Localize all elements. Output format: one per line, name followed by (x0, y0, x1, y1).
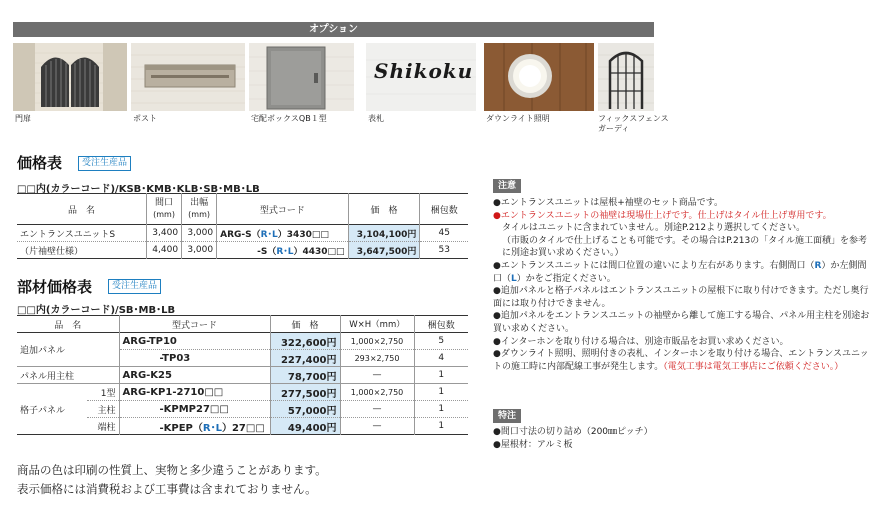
note-text: ）か左側間口（ (493, 260, 867, 284)
note-item (493, 210, 873, 235)
option-heading: オプション (13, 22, 654, 37)
row-price: 3,104,100円 (348, 225, 420, 242)
col-pack: 梱包数 (420, 194, 468, 225)
row-model: ARG-KP1-2710□□ (119, 384, 270, 401)
row-price: 49,400円 (270, 418, 340, 435)
row-model (217, 225, 348, 242)
row-name: パネル用主柱 (20, 371, 75, 382)
fence-label-line1: フィックスフェンス (598, 114, 669, 123)
table-row (17, 242, 468, 259)
note-item: ●エントランスユニットは屋根+袖壁のセット商品です。 (493, 198, 724, 208)
row-model: ARG-TP10 (119, 333, 270, 350)
table-row (17, 333, 468, 350)
row-size: 1,000×2,750 (340, 333, 414, 350)
row-name: 格子パネル (17, 384, 87, 435)
model-rl: R･L (276, 246, 294, 257)
col-name: 品 名 (54, 320, 82, 331)
row-pack: 53 (420, 242, 468, 259)
row-price: 322,600円 (270, 333, 340, 350)
feature-item: ●屋根材：アルミ板 (493, 439, 573, 450)
col-model: 型式コード (217, 194, 348, 225)
model-b: ）27□□ (221, 422, 265, 434)
col-width-l1: 出幅 (190, 198, 209, 208)
fence-image (598, 43, 654, 111)
col-frontage (147, 194, 182, 225)
model-rl: R･L (260, 229, 278, 240)
gate-label: 門扉 (15, 114, 31, 123)
fence-label-line2: ガーディ (598, 124, 630, 133)
model-rl: R･L (202, 422, 222, 434)
row-name: 追加パネル (17, 333, 119, 367)
parts-table-header (17, 316, 468, 333)
row-model (119, 418, 270, 435)
row-pack: 1 (414, 384, 468, 401)
gate-image (13, 43, 127, 111)
row-price: 3,647,500円 (348, 242, 420, 259)
nameplate-sign: Shikoku (374, 59, 474, 83)
footer-price-note: 表示価格には消費税および工事費は含まれておりません。 (17, 482, 317, 496)
row-model (217, 242, 348, 259)
note-r: R (814, 260, 822, 271)
model-a: -S（ (257, 246, 277, 257)
col-price: 価 格 (348, 194, 420, 225)
row-width: 3,000 (182, 225, 217, 242)
table-row (17, 225, 468, 242)
feature-item: ●間口寸法の切り詰め（200㎜ピッチ） (493, 427, 653, 437)
col-size: W×H（mm） (340, 316, 414, 333)
post-label: ポスト (133, 114, 157, 123)
note-text: ●エントランスユニットには間口位置の違いにより左右があります。右側間口（ (493, 260, 815, 271)
parts-table-title: 部材価格表 (17, 278, 93, 296)
note-item: ●追加パネルをエントランスユニットの袖壁から離して施工する場合、パネル用主柱を別途お買い求めください。 (493, 311, 870, 334)
nameplate-label: 表札 (368, 114, 384, 123)
row-sub: 端柱 (97, 422, 116, 433)
row-model: -KPMP27□□ (119, 401, 270, 418)
features-list (493, 426, 873, 451)
row-pack: 1 (414, 401, 468, 418)
col-frontage-l1: 間口 (155, 198, 174, 208)
row-pack: 1 (414, 367, 468, 384)
col-width-l2: (mm) (188, 210, 210, 219)
note-text: ）かをご指定ください。 (516, 273, 616, 284)
row-price: 57,000円 (270, 401, 340, 418)
row-size: — (340, 367, 414, 384)
note-item (493, 260, 873, 285)
note-text: タイルはユニットに含まれていません。別途P.212より選択してください。 (502, 223, 806, 234)
note-text: ●ダウンライト照明、照明付きの表札、インターホンを取り付ける場合、エントランスユニットの施工時に内部配線工事が発生します。 (493, 349, 869, 372)
row-frontage: 3,400 (147, 225, 182, 242)
price-table-header (17, 194, 468, 225)
note-item: ●インターホンを取り付ける場合は、別途市販品をお買い求めください。 (493, 336, 789, 347)
model-b: ）3430□□ (277, 229, 329, 240)
note-item: ●追加パネルと格子パネルはエントランスユニットの屋根下に取り付けできます。ただし奥行面には取り付けできません。 (493, 286, 869, 309)
col-pack: 梱包数 (414, 316, 468, 333)
col-name: 品 名 (68, 205, 96, 216)
model-a: -KPEP（ (159, 422, 203, 434)
price-table (17, 193, 468, 259)
row-frontage: 4,400 (147, 242, 182, 259)
note-l: L (511, 273, 517, 284)
row-price: 277,500円 (270, 384, 340, 401)
table-row (17, 367, 468, 384)
row-pack: 1 (414, 418, 468, 435)
features-heading: 特注 (493, 409, 521, 423)
notes-heading: 注意 (493, 179, 521, 193)
note-red-text: （電気工事は電気工事店にご依頼ください。） (663, 361, 844, 372)
delivery-box-label: 宅配ボックスQB１型 (251, 114, 327, 123)
parts-table-badge: 受注生産品 (108, 279, 161, 294)
row-pack: 45 (420, 225, 468, 242)
row-pack: 4 (414, 350, 468, 367)
row-pack: 5 (414, 333, 468, 350)
row-price: 78,700円 (270, 367, 340, 384)
row-size: — (340, 418, 414, 435)
row-size: — (340, 401, 414, 418)
model-b: ）4430□□ (293, 246, 345, 257)
parts-table-color-code: □□内(カラーコード)/SB･MB･LB (17, 305, 176, 316)
model-a: ARG-S（ (220, 229, 261, 240)
row-size: 1,000×2,750 (340, 384, 414, 401)
price-table-title: 価格表 (17, 154, 63, 172)
col-frontage-l2: (mm) (153, 210, 175, 219)
row-width: 3,000 (182, 242, 217, 259)
row-size: 293×2,750 (340, 350, 414, 367)
downlight-image (484, 43, 594, 111)
col-model: 型式コード (119, 316, 270, 333)
parts-table (17, 315, 468, 435)
footer-color-note: 商品の色は印刷の性質上、実物と多少違うことがあります。 (17, 463, 327, 477)
downlight-label: ダウンライト照明 (486, 114, 550, 123)
notes-list (493, 197, 873, 373)
table-row (17, 384, 468, 401)
post-image (131, 43, 245, 111)
note-item (493, 348, 873, 373)
row-name: エントランスユニットS (20, 229, 116, 240)
row-name: （片袖壁仕様） (20, 246, 84, 257)
price-table-badge: 受注生産品 (78, 156, 131, 171)
price-table-color-code: □□内(カラーコード)/KSB･KMB･KLB･SB･MB･LB (17, 184, 260, 195)
delivery-box-image (249, 43, 354, 111)
col-price: 価 格 (270, 316, 340, 333)
row-model: -TP03 (119, 350, 270, 367)
row-model: ARG-K25 (119, 367, 270, 384)
col-width (182, 194, 217, 225)
row-sub: 1型 (100, 388, 116, 399)
note-red-text: ●エントランスユニットの袖壁は現場仕上げです。仕上げはタイル仕上げ専用です。 (493, 210, 832, 221)
row-sub: 主柱 (97, 405, 116, 416)
row-price: 227,400円 (270, 350, 340, 367)
note-item: （市販のタイルで仕上げることも可能です。その場合はP.213の「タイル施工面積」を参考に別途お買い求めください。） (502, 235, 867, 259)
nameplate-image (366, 43, 476, 111)
